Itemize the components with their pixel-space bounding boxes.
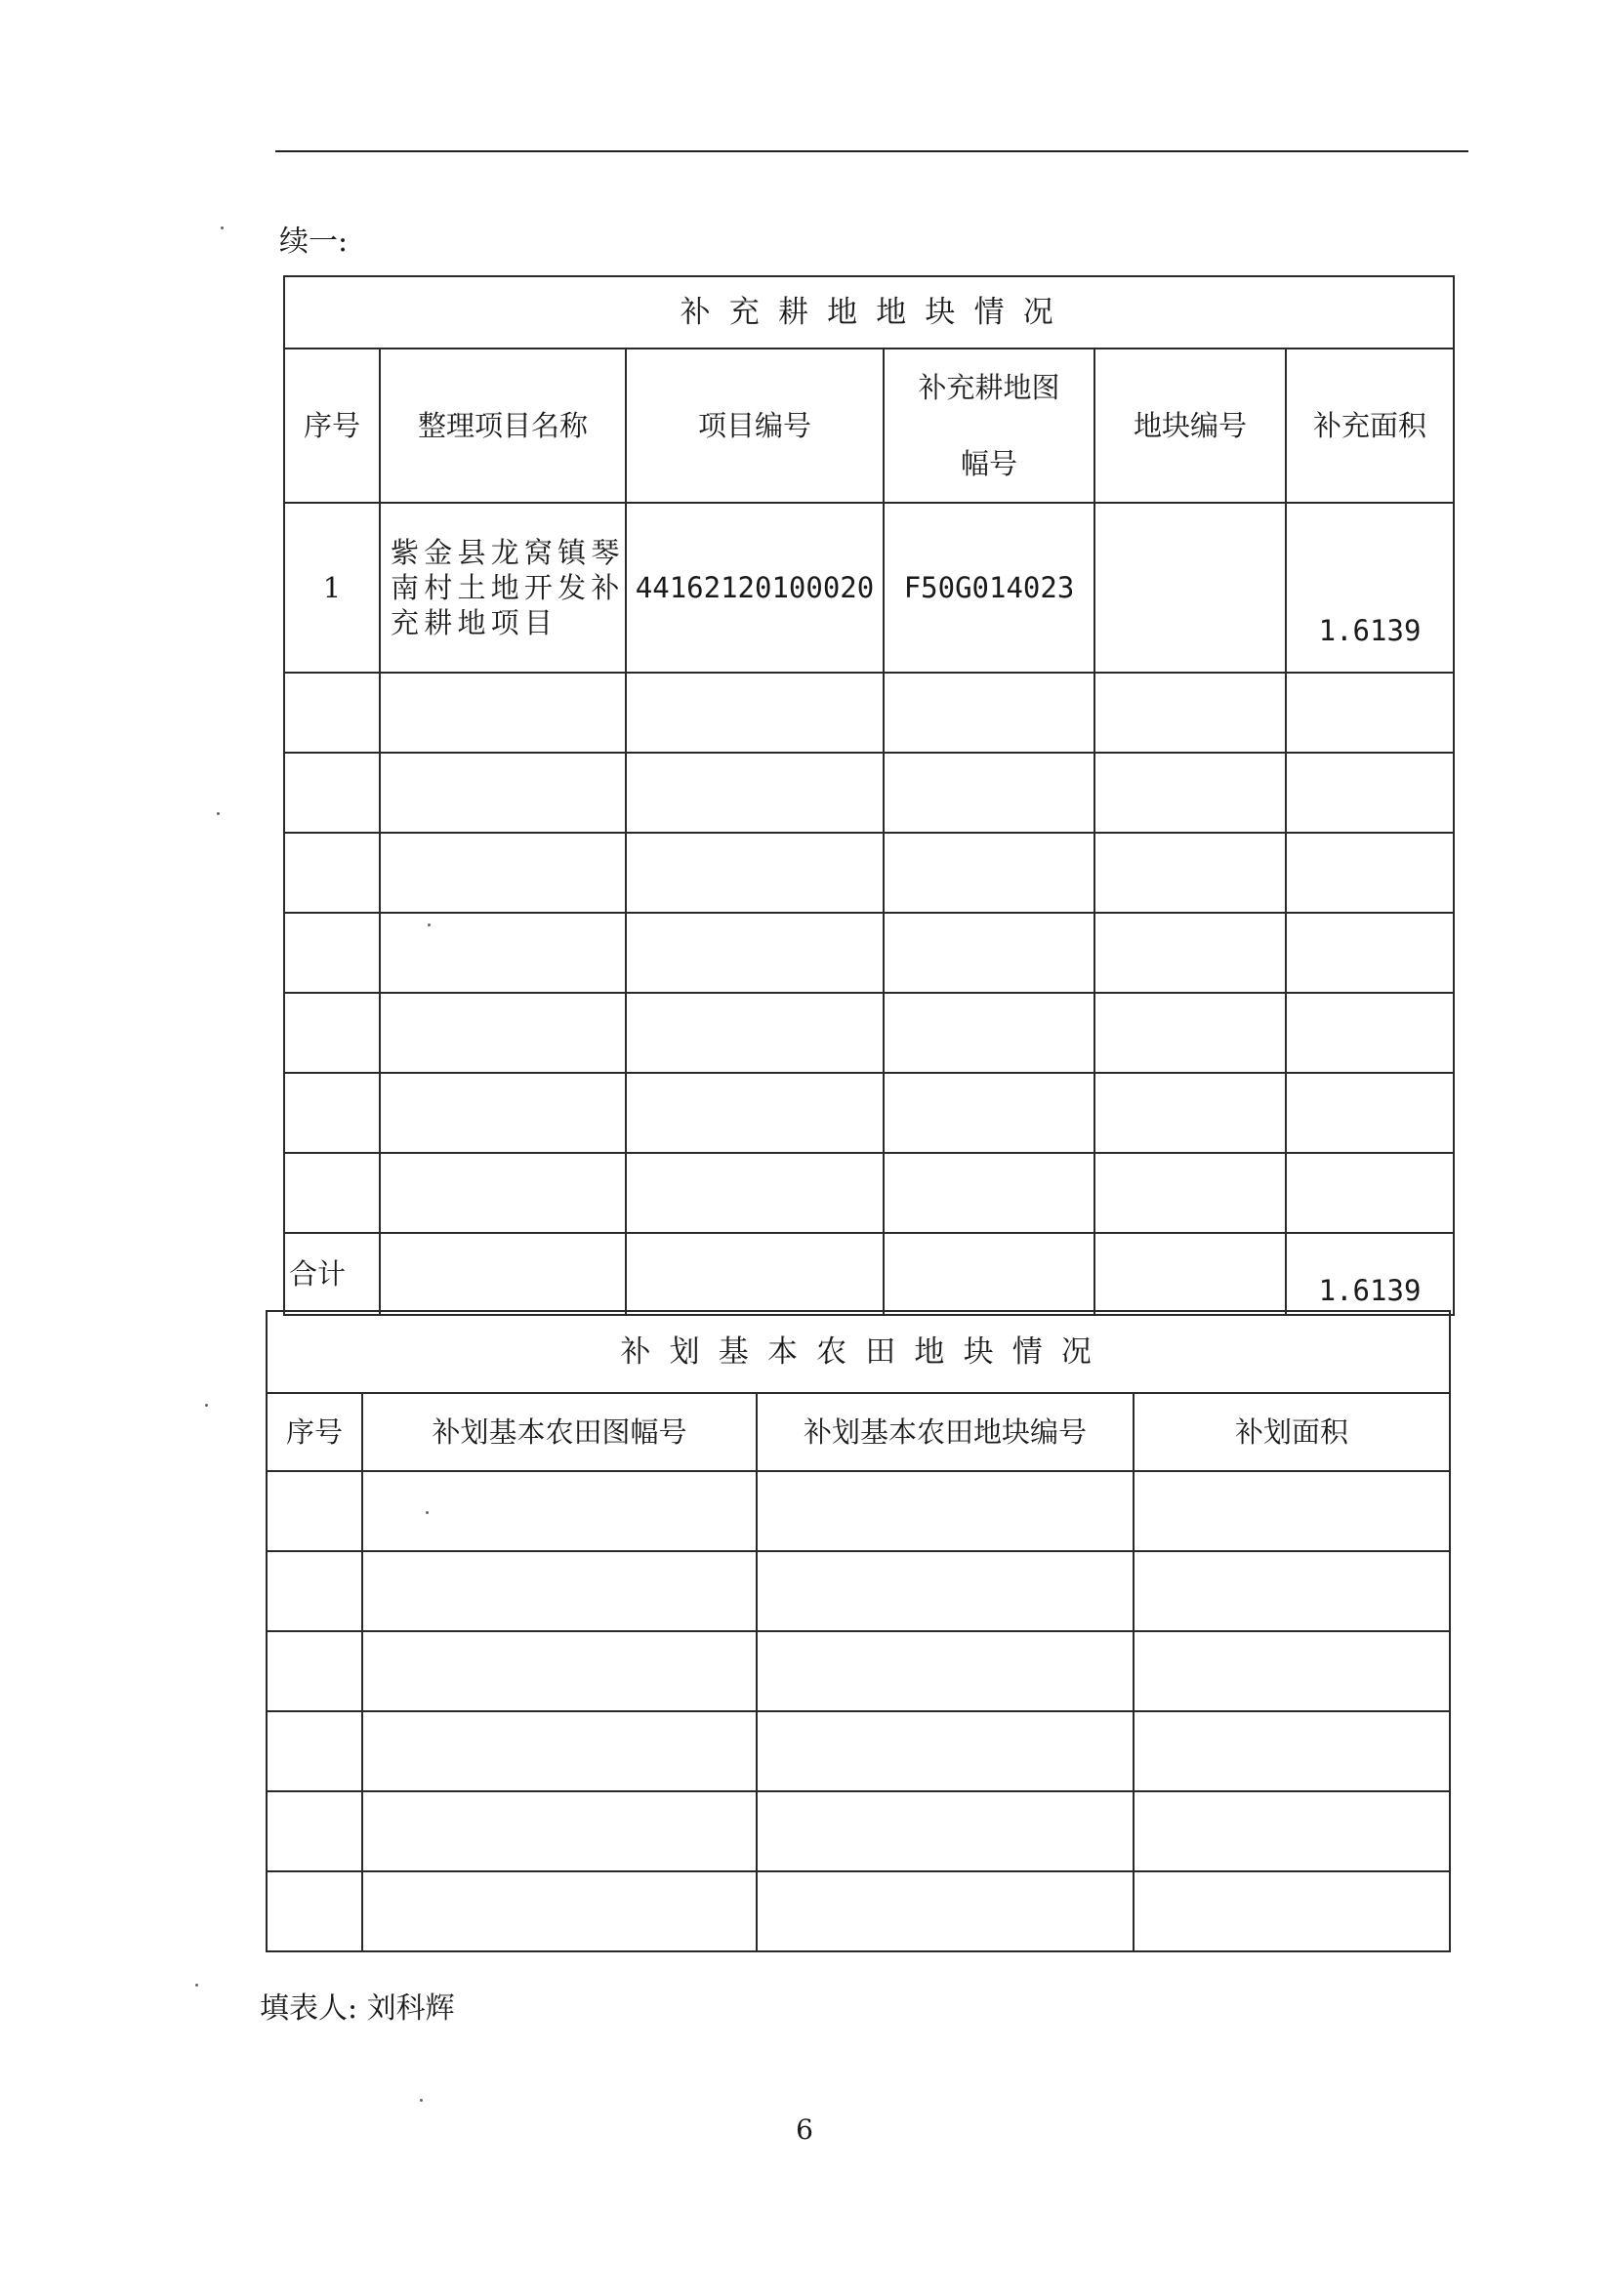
table-row — [267, 1711, 1450, 1791]
empty-cell — [1286, 993, 1454, 1073]
table-row — [267, 1871, 1450, 1951]
empty-cell — [380, 833, 626, 913]
empty-cell — [1134, 1791, 1450, 1871]
scan-speck — [205, 1404, 208, 1407]
empty-cell — [284, 673, 380, 753]
empty-cell — [626, 913, 884, 993]
empty-cell — [757, 1791, 1134, 1871]
empty-cell — [757, 1471, 1134, 1551]
table1-title: 补 充 耕 地 地 块 情 况 — [284, 276, 1454, 348]
empty-cell — [626, 993, 884, 1073]
empty-cell — [1134, 1551, 1450, 1631]
row1-project-name: 紫金县龙窝镇琴南村土地开发补充耕地项目 — [380, 503, 626, 673]
continued-label: 续一: — [279, 225, 349, 259]
col-header-area: 补充面积 — [1286, 348, 1454, 503]
empty-cell — [362, 1551, 757, 1631]
empty-cell — [626, 673, 884, 753]
col-header-map-sheet-line1: 补充耕地图 — [918, 370, 1060, 404]
empty-cell — [284, 993, 380, 1073]
table-row — [267, 1551, 1450, 1631]
empty-cell — [267, 1631, 362, 1711]
table-row — [284, 503, 1454, 673]
col-header-project-no: 项目编号 — [626, 348, 884, 503]
empty-cell — [1094, 673, 1286, 753]
empty-cell — [884, 833, 1094, 913]
row1-project-no: 44162120100020 — [626, 503, 884, 673]
header-rule — [275, 150, 1468, 152]
empty-cell — [284, 753, 380, 833]
empty-cell — [626, 753, 884, 833]
row1-map-sheet: F50G014023 — [884, 503, 1094, 673]
empty-cell — [380, 993, 626, 1073]
table-row — [284, 833, 1454, 913]
empty-cell — [284, 1073, 380, 1153]
empty-cell — [1286, 1153, 1454, 1233]
table-row — [267, 1471, 1450, 1551]
empty-cell — [884, 1073, 1094, 1153]
col-header-plot-no: 补划基本农田地块编号 — [757, 1393, 1134, 1471]
table-row — [284, 913, 1454, 993]
empty-cell — [884, 1153, 1094, 1233]
table-row — [267, 1631, 1450, 1711]
empty-cell — [267, 1791, 362, 1871]
empty-cell — [1094, 1233, 1286, 1315]
empty-cell — [884, 913, 1094, 993]
table-row — [284, 753, 1454, 833]
empty-cell — [267, 1471, 362, 1551]
empty-cell — [757, 1711, 1134, 1791]
empty-cell — [362, 1791, 757, 1871]
total-label: 合计 — [284, 1233, 380, 1315]
empty-cell — [757, 1631, 1134, 1711]
col-header-area: 补划面积 — [1134, 1393, 1450, 1471]
empty-cell — [267, 1551, 362, 1631]
empty-cell — [380, 1153, 626, 1233]
empty-cell — [362, 1711, 757, 1791]
col-header-seq: 序号 — [284, 348, 380, 503]
empty-cell — [1286, 1073, 1454, 1153]
scan-speck — [428, 923, 431, 926]
scan-speck — [420, 2099, 423, 2102]
empty-cell — [1286, 753, 1454, 833]
empty-cell — [626, 1153, 884, 1233]
total-row — [284, 1233, 1454, 1315]
empty-cell — [1134, 1631, 1450, 1711]
empty-cell — [884, 753, 1094, 833]
total-area: 1.6139 — [1286, 1233, 1454, 1315]
table-row — [284, 1073, 1454, 1153]
col-header-map-sheet — [884, 348, 1094, 503]
table-row — [284, 1153, 1454, 1233]
empty-cell — [362, 1871, 757, 1951]
empty-cell — [1094, 1073, 1286, 1153]
empty-cell — [380, 913, 626, 993]
empty-cell — [884, 993, 1094, 1073]
col-header-project-name: 整理项目名称 — [380, 348, 626, 503]
col-header-map-sheet: 补划基本农田图幅号 — [362, 1393, 757, 1471]
empty-cell — [380, 1073, 626, 1153]
table2-title: 补 划 基 本 农 田 地 块 情 况 — [267, 1311, 1450, 1393]
table-row — [267, 1791, 1450, 1871]
empty-cell — [267, 1711, 362, 1791]
empty-cell — [1134, 1871, 1450, 1951]
empty-cell — [626, 833, 884, 913]
empty-cell — [1094, 993, 1286, 1073]
row1-area: 1.6139 — [1286, 503, 1454, 673]
supplementary-farmland-table — [283, 275, 1455, 1316]
empty-cell — [267, 1871, 362, 1951]
empty-cell — [626, 1073, 884, 1153]
empty-cell — [757, 1551, 1134, 1631]
empty-cell — [284, 1153, 380, 1233]
empty-cell — [362, 1631, 757, 1711]
scan-speck — [426, 1511, 429, 1514]
col-header-seq: 序号 — [267, 1393, 362, 1471]
empty-cell — [380, 753, 626, 833]
empty-cell — [1094, 1153, 1286, 1233]
empty-cell — [1094, 753, 1286, 833]
table-row — [284, 993, 1454, 1073]
page-number: 6 — [796, 2113, 813, 2146]
empty-cell — [1094, 833, 1286, 913]
row1-plot-no — [1094, 503, 1286, 673]
form-filler: 填表人: 刘科辉 — [260, 1991, 455, 2026]
empty-cell — [1134, 1711, 1450, 1791]
table-row — [284, 673, 1454, 753]
empty-cell — [1286, 833, 1454, 913]
empty-cell — [1094, 913, 1286, 993]
empty-cell — [380, 1233, 626, 1315]
scan-speck — [217, 812, 220, 815]
empty-cell — [1286, 673, 1454, 753]
col-header-plot-no: 地块编号 — [1094, 348, 1286, 503]
empty-cell — [1286, 913, 1454, 993]
empty-cell — [626, 1233, 884, 1315]
empty-cell — [884, 1233, 1094, 1315]
empty-cell — [284, 833, 380, 913]
empty-cell — [362, 1471, 757, 1551]
empty-cell — [380, 673, 626, 753]
row1-seq: 1 — [284, 503, 380, 673]
scan-speck — [195, 1984, 198, 1987]
empty-cell — [884, 673, 1094, 753]
col-header-map-sheet-line2: 幅号 — [960, 447, 1017, 480]
empty-cell — [284, 913, 380, 993]
scan-speck — [221, 226, 224, 229]
empty-cell — [1134, 1471, 1450, 1551]
empty-cell — [757, 1871, 1134, 1951]
basic-farmland-table — [266, 1310, 1451, 1952]
